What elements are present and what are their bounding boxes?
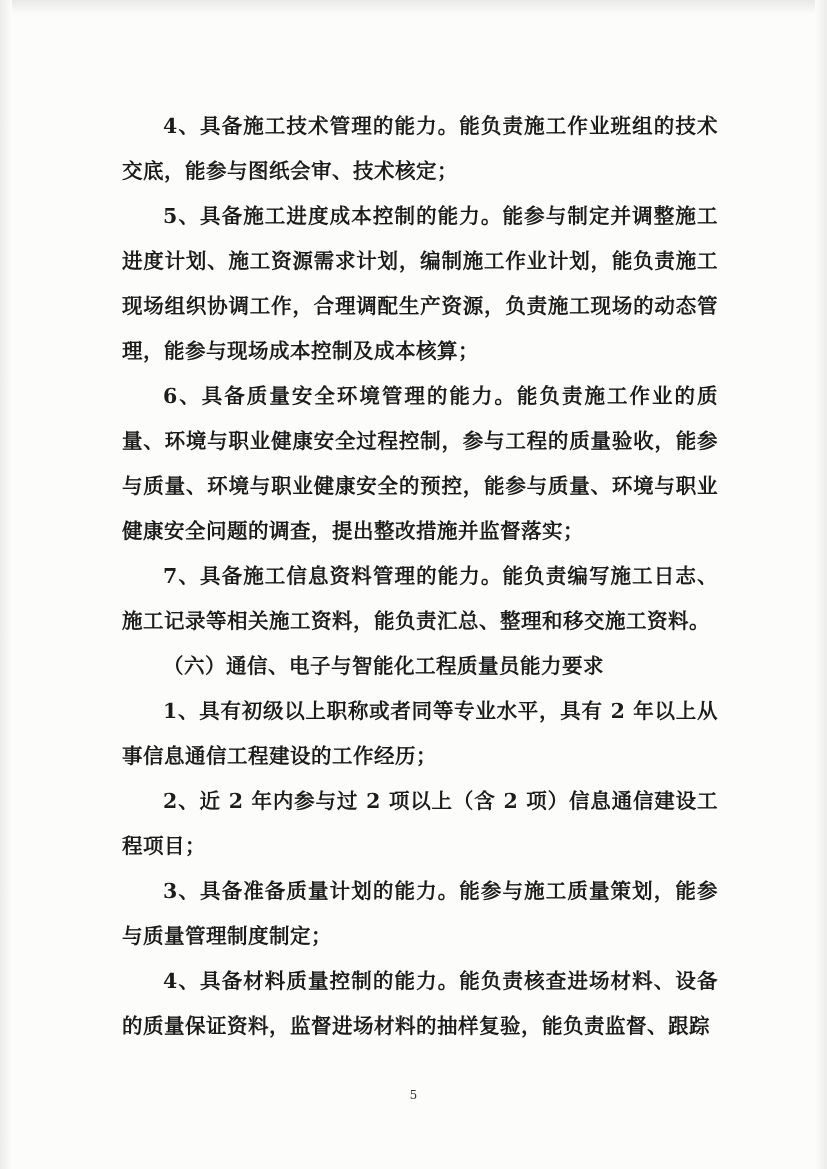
scan-edge-right: [815, 0, 827, 1169]
paragraph-quality-safety: 6、具备质量安全环境管理的能力。能负责施工作业的质量、环境与职业健康安全过程控制，参与工程的质量验收，能参与质量、环境与职业健康安全的预控，能参与质量、环境与职业健康安全问题的调查，提出整改措施并监督落实；: [122, 384, 718, 543]
paragraph-project-experience: 2、近 2 年内参与过 2 项以上（含 2 项）信息通信建设工程项目；: [122, 789, 718, 858]
paragraph-material-control: 4、具备材料质量控制的能力。能负责核查进场材料、设备的质量保证资料，监督进场材料的抽样复验，能负责监督、跟踪: [122, 969, 718, 1038]
page-number: 5: [409, 1088, 418, 1102]
paragraph-quality-plan: 3、具备准备质量计划的能力。能参与施工质量策划，能参与质量管理制度制定；: [122, 879, 718, 948]
paragraph-schedule-cost: 5、具备施工进度成本控制的能力。能参与制定并调整施工进度计划、施工资源需求计划，编制施工作业计划，能负责施工现场组织协调工作，合理调配生产资源，负责施工现场的动态管理，能参与现场成本控制及成本核算；: [122, 204, 718, 363]
document-body: [122, 104, 718, 1049]
paragraph-info-records: 7、具备施工信息资料管理的能力。能负责编写施工日志、施工记录等相关施工资料，能负责汇总、整理和移交施工资料。: [122, 564, 718, 633]
scan-edge-top: [0, 0, 827, 14]
scan-edge-left: [0, 0, 12, 1169]
paragraph-qualification: 1、具有初级以上职称或者同等专业水平，具有 2 年以上从事信息通信工程建设的工作经历；: [122, 699, 718, 768]
paragraph-tech-management: 4、具备施工技术管理的能力。能负责施工作业班组的技术交底，能参与图纸会审、技术核定；: [122, 114, 718, 183]
section-heading: （六）通信、电子与智能化工程质量员能力要求: [163, 654, 604, 678]
